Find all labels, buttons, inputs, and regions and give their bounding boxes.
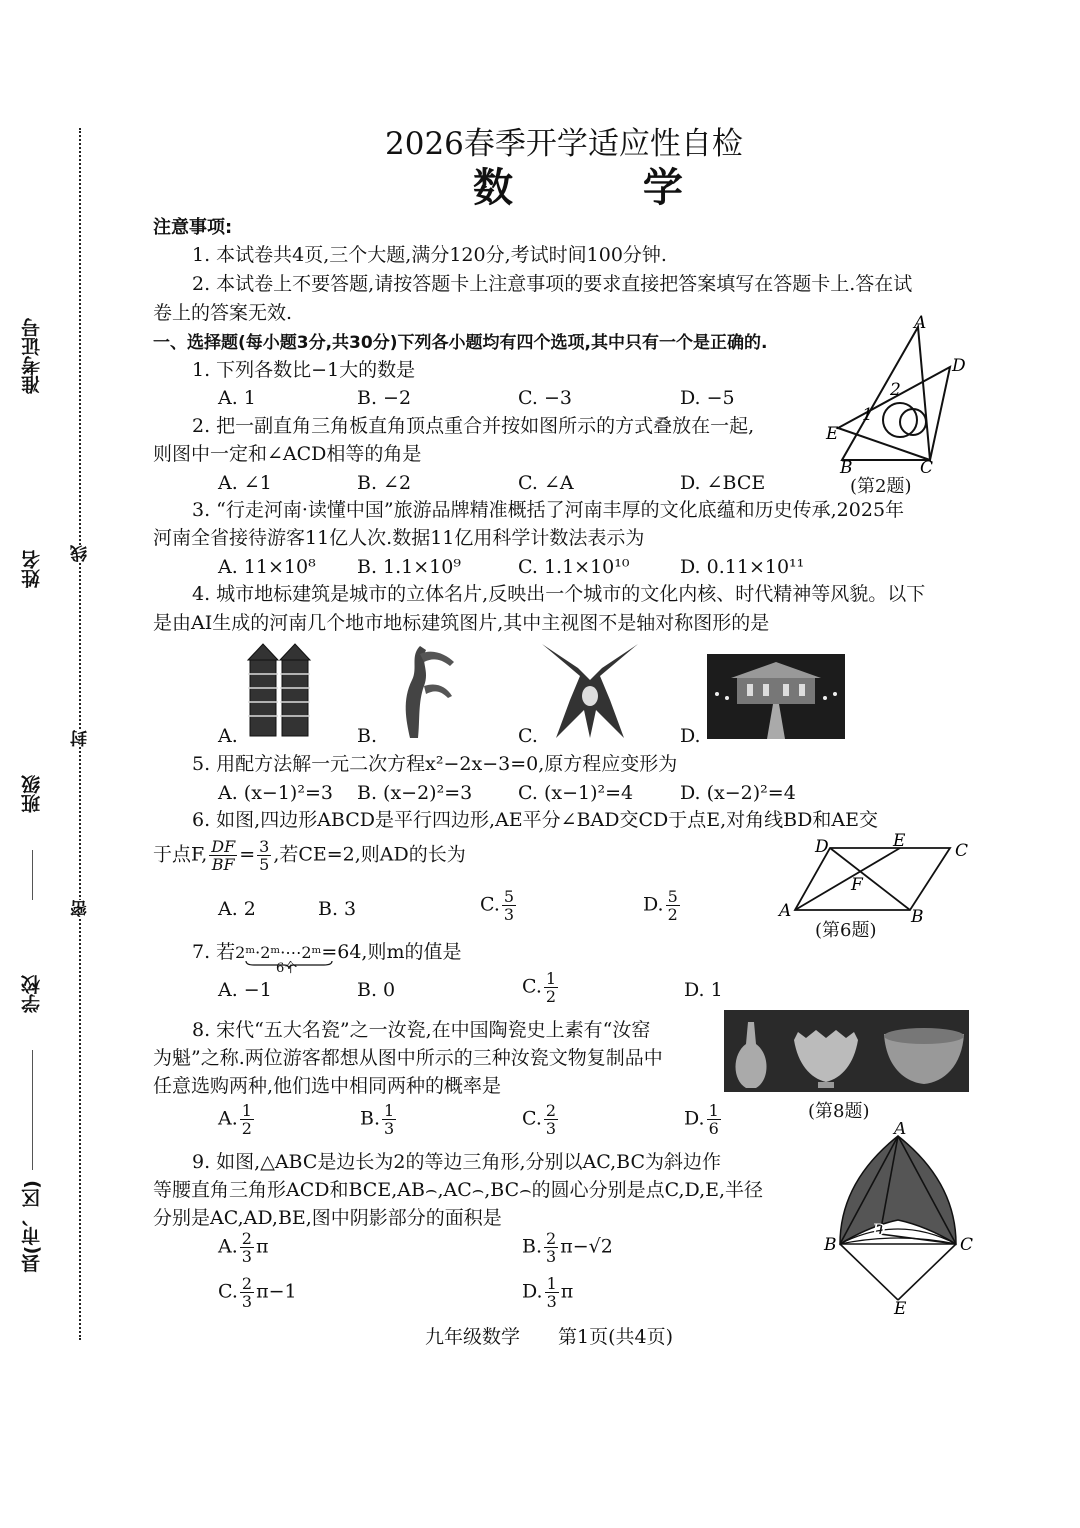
q6-stem-a: 6. 如图,四边形ABCD是平行四边形,AE平分∠BAD交CD于点E,对角线BD和AE交 [192, 809, 878, 831]
q9-label-e: E [894, 1299, 907, 1317]
q6-stem-b [153, 838, 466, 873]
q8-porcelain-image [724, 1010, 969, 1092]
q6-fraction-3-5: $\frac{3}{5}$ [259, 837, 270, 874]
q9-option-d: D. $\frac{1}{3}$ π [522, 1274, 574, 1311]
q6-equals: = [239, 843, 256, 866]
q1-option-c: C. −3 [518, 387, 572, 409]
q6-label-a: A [779, 901, 792, 921]
sidebar-label-exam-number: 准考证号 [21, 318, 43, 394]
q6-stem-b1: 于点F, [153, 843, 208, 866]
q4-option-d: D. [680, 725, 701, 747]
q9-stem-b: 等腰直角三角形ACD和BCE,AB⌢,AC⌢,BC⌢的圆心分别是点C,D,E,半径 [153, 1179, 764, 1201]
q9-label-c: C [960, 1235, 974, 1255]
q2-option-c: C. ∠A [518, 472, 574, 494]
q2-caption: (第2题) [850, 476, 912, 497]
q1-stem: 1. 下列各数比−1大的数是 [192, 359, 416, 381]
q9-option-b: B. $\frac{2}{3}$ π−√2 [522, 1229, 613, 1266]
q1-option-d: D. −5 [680, 387, 735, 409]
q1-option-a: A. 1 [218, 387, 256, 409]
q2-label-a: A [914, 315, 927, 333]
q9-label-d: D [872, 1221, 886, 1241]
q6-option-a: A. 2 [218, 898, 256, 920]
q8-option-d: D. $\frac{1}{6}$ [684, 1101, 719, 1138]
q5-option-d: D. (x−2)²=4 [680, 782, 796, 804]
q4-image-crane-sculpture [380, 640, 460, 740]
q2-label-2: 2 [890, 380, 901, 400]
q6-parallelogram-figure [775, 830, 975, 925]
q7-stem: 7. 若2ᵐ·2ᵐ·⋯2ᵐ=64,则m的值是 [192, 941, 462, 963]
q5-option-b: B. (x−2)²=3 [357, 782, 473, 804]
q2-option-b: B. ∠2 [357, 472, 412, 494]
q5-option-a: A. (x−1)²=3 [218, 782, 333, 804]
q7-option-b: B. 0 [357, 979, 396, 1001]
sidebar-label-name: 姓名 [21, 550, 43, 588]
sidebar-label-school: 学校 [21, 975, 43, 1013]
q3-option-a: A. 11×10⁸ [218, 556, 316, 578]
q3-stem-b: 河南全省接待游客11亿人次.数据11亿用科学计数法表示为 [153, 527, 645, 549]
seal-mark-line: 线 [68, 545, 93, 562]
q8-option-c: C. $\frac{2}{3}$ [522, 1101, 557, 1138]
q6-fraction-df-bf: $\frac{DF}{BF}$ [211, 837, 236, 874]
q8-stem-a: 8. 宋代“五大名瓷”之一汝瓷,在中国陶瓷史上素有“汝窑 [192, 1019, 651, 1041]
sidebar-label-class: 班级 [21, 775, 43, 813]
q9-option-c: C. $\frac{2}{3}$ π−1 [218, 1274, 297, 1311]
q9-arc-figure [820, 1122, 980, 1317]
q6-option-c: C. $\frac{5}{3}$ [480, 887, 515, 924]
q7-option-c: C. $\frac{1}{2}$ [522, 969, 557, 1006]
notice-heading: 注意事项: [153, 217, 233, 238]
q8-option-a: A. $\frac{1}{2}$ [218, 1101, 252, 1138]
q6-caption: (第6题) [815, 920, 877, 941]
q4-stem-b: 是由AI生成的河南几个地市地标建筑图片,其中主视图不是轴对称图形的是 [153, 612, 770, 634]
q7-underbrace-label: 6个 [276, 961, 298, 976]
q3-option-c: C. 1.1×10¹⁰ [518, 556, 630, 578]
q5-stem: 5. 用配方法解一元二次方程x²−2x−3=0,原方程应变形为 [192, 753, 678, 775]
q6-option-d: D. $\frac{5}{2}$ [643, 887, 678, 924]
q9-option-a: A. $\frac{2}{3}$ π [218, 1229, 269, 1266]
q6-stem-b2: ,若CE=2,则AD的长为 [273, 843, 466, 866]
q8-stem-b: 为魁”之称.两位游客都想从图中所示的三种汝瓷文物复制品中 [153, 1047, 663, 1069]
q2-label-b: B [840, 458, 853, 475]
sidebar-label-county: 县(市、区) [21, 1180, 43, 1274]
q9-stem-a: 9. 如图,△ABC是边长为2的等边三角形,分别以AC,BC为斜边作 [192, 1151, 721, 1173]
q2-triangle-figure [820, 315, 970, 475]
q9-label-b: B [824, 1235, 837, 1255]
q5-option-c: C. (x−1)²=4 [518, 782, 634, 804]
q7-expression: 2ᵐ·2ᵐ·⋯2ᵐ [235, 943, 322, 962]
q6-label-e: E [893, 831, 906, 851]
notice-1: 1. 本试卷共4页,三个大题,满分120分,考试时间100分钟. [192, 244, 667, 266]
q9-label-a: A [894, 1122, 907, 1139]
section-1-heading: 一、选择题(每小题3分,共30分)下列各小题均有四个选项,其中只有一个是正确的. [153, 333, 768, 353]
q6-label-f: F [851, 875, 863, 895]
q3-option-d: D. 0.11×10¹¹ [680, 556, 805, 578]
q8-stem-c: 任意选购两种,他们选中相同两种的概率是 [153, 1075, 502, 1097]
q8-caption: (第8题) [808, 1101, 870, 1122]
seal-mark-seal: 封 [68, 730, 93, 747]
notice-2a: 2. 本试卷上不要答题,请按答题卡上注意事项的要求直接把答案填写在答题卡上.答在试 [192, 273, 913, 295]
q4-option-b: B. [357, 725, 378, 747]
q2-label-e: E [826, 424, 839, 444]
q2-stem-a: 2. 把一副直角三角板直角顶点重合并按如图所示的方式叠放在一起, [192, 415, 755, 437]
q4-option-c: C. [518, 725, 538, 747]
q4-stem-a: 4. 城市地标建筑是城市的立体名片,反映出一个城市的文化内核、时代精神等风貌。以下 [192, 583, 926, 605]
q4-image-twin-towers [244, 640, 314, 740]
q2-option-d: D. ∠BCE [680, 472, 766, 494]
q7-option-d: D. 1 [684, 979, 723, 1001]
q3-option-b: B. 1.1×10⁹ [357, 556, 461, 578]
q4-option-a: A. [218, 725, 238, 747]
school-underline [32, 1050, 33, 1170]
q3-stem-a: 3. “行走河南·读懂中国”旅游品牌精准概括了河南丰厚的文化底蕴和历史传承,2025年 [192, 499, 905, 521]
subject-title: 数 学 [473, 164, 741, 211]
q2-option-a: A. ∠1 [218, 472, 272, 494]
seal-mark-secret: 密 [68, 900, 93, 917]
q6-label-c: C [955, 841, 969, 861]
page-footer: 九年级数学 第1页(共4页) [425, 1326, 674, 1348]
class-underline [32, 850, 33, 900]
q2-label-d: D [952, 356, 966, 376]
q7-option-a: A. −1 [218, 979, 272, 1001]
q6-label-d: D [815, 837, 829, 857]
notice-2b: 卷上的答案无效. [153, 302, 293, 324]
q2-stem-b: 则图中一定和∠ACD相等的角是 [153, 443, 422, 465]
q4-image-night-building [707, 654, 845, 739]
q6-label-b: B [911, 907, 924, 925]
q4-image-spiky-sculpture [540, 640, 640, 740]
exam-title: 2026春季开学适应性自检 [385, 126, 743, 162]
q8-option-b: B. $\frac{1}{3}$ [360, 1101, 395, 1138]
q9-stem-c: 分别是AC,AD,BE,图中阴影部分的面积是 [153, 1207, 502, 1229]
q6-option-b: B. 3 [318, 898, 357, 920]
q1-option-b: B. −2 [357, 387, 412, 409]
q2-label-c: C [920, 458, 934, 475]
q2-label-1: 1 [862, 405, 873, 425]
